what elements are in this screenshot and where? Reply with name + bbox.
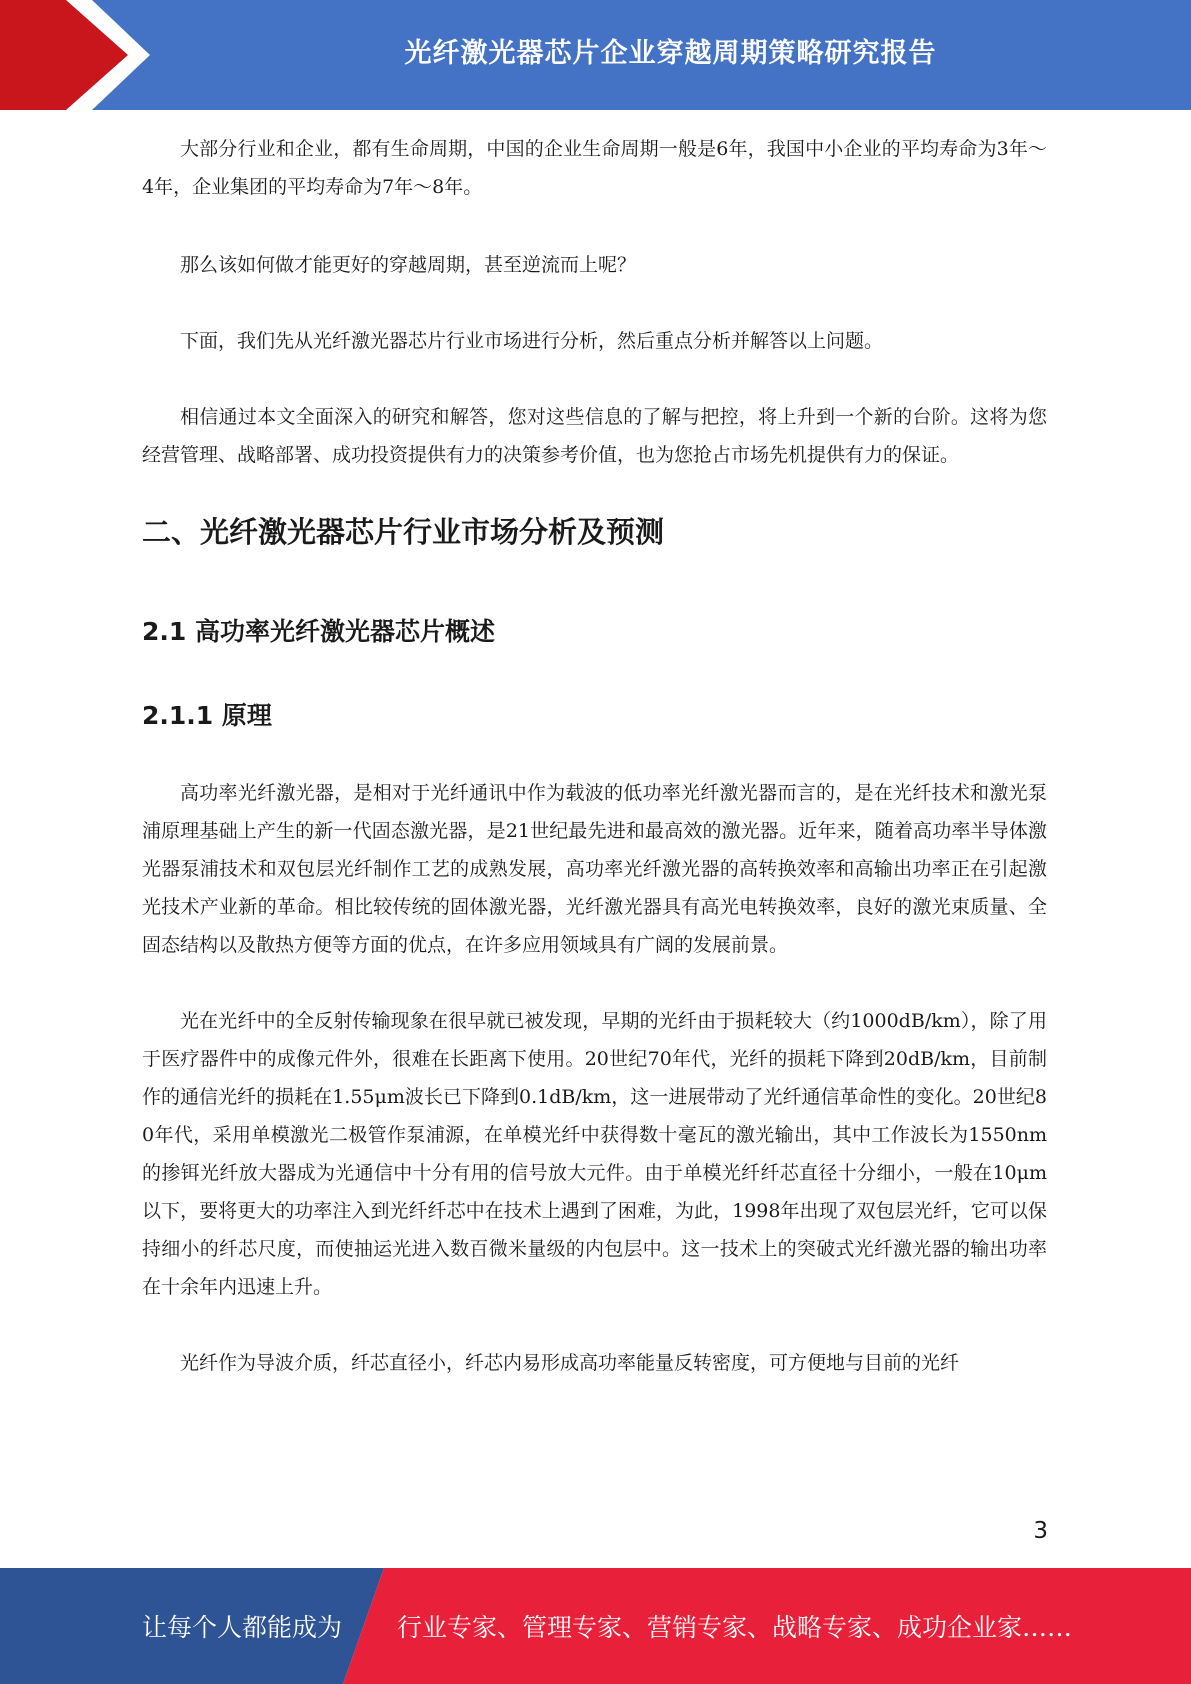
footer-slogan-right: 行业专家、管理专家、营销专家、战略专家、成功企业家……	[397, 1613, 1073, 1642]
paragraph: 相信通过本文全面深入的研究和解答，您对这些信息的了解与把控，将上升到一个新的台阶。这将为您经营管理、战略部署、成功投资提供有力的决策参考价值，也为您抢占市场先机提供有力的保证。	[142, 406, 1047, 466]
page-number: 3	[1033, 1518, 1048, 1544]
paragraph: 光在光纤中的全反射传输现象在很早就已被发现，早期的光纤由于损耗较大（约1000dB/km），除了用于医疗器件中的成像元件外，很难在长距离下使用。20世纪70年代，光纤的损耗下降到20dB/km，目前制作的通信光纤的损耗在1.55μm波长已下降到0.1dB/km，这一进展带动了光纤通信革命性的变化。20世纪80年代，采用单模激光二极管作泵浦源，在单模光纤中获得数十毫瓦的激光输出，其中工作波长为1550nm的掺铒光纤放大器成为光通信中十分有用的信号放大元件。由于单模光纤纤芯直径十分细小，一般在10μm以下，要将更大的功率注入到光纤纤芯中在技术上遇到了困难，为此，1998年出现了双包层光纤，它可以保持细小的纤芯尺度，而使抽运光进入数百微米量级的内包层中。这一技术上的突破式光纤激光器的输出功率在十余年内迅速上升。	[142, 1010, 1047, 1298]
paragraph: 光纤作为导波介质，纤芯直径小，纤芯内易形成高功率能量反转密度，可方便地与目前的光纤	[180, 1352, 960, 1374]
section-heading: 二、光纤激光器芯片行业市场分析及预测	[142, 515, 665, 549]
paragraph: 那么该如何做才能更好的穿越周期，甚至逆流而上呢？	[180, 254, 637, 276]
document-body	[142, 130, 1047, 1382]
subsection-heading: 2.1 高功率光纤激光器芯片概述	[142, 617, 495, 646]
page-footer	[0, 1568, 1191, 1684]
subsubsection-heading: 2.1.1 原理	[142, 701, 272, 730]
paragraph: 下面，我们先从光纤激光器芯片行业市场进行分析，然后重点分析并解答以上问题。	[180, 330, 884, 352]
page-header	[0, 0, 1191, 110]
report-title: 光纤激光器芯片企业穿越周期策略研究报告	[404, 37, 937, 69]
footer-slogan-left: 让每个人都能成为	[142, 1613, 343, 1642]
paragraph: 大部分行业和企业，都有生命周期，中国的企业生命周期一般是6年，我国中小企业的平均寿命为3年～4年，企业集团的平均寿命为7年～8年。	[142, 138, 1047, 198]
paragraph: 高功率光纤激光器，是相对于光纤通讯中作为载波的低功率光纤激光器而言的，是在光纤技术和激光泵浦原理基础上产生的新一代固态激光器，是21世纪最先进和最高效的激光器。近年来，随着高功率半导体激光器泵浦技术和双包层光纤制作工艺的成熟发展，高功率光纤激光器的高转换效率和高输出功率正在引起激光技术产业新的革命。相比较传统的固体激光器，光纤激光器具有高光电转换效率，良好的激光束质量、全固态结构以及散热方便等方面的优点，在许多应用领域具有广阔的发展前景。	[142, 782, 1047, 956]
